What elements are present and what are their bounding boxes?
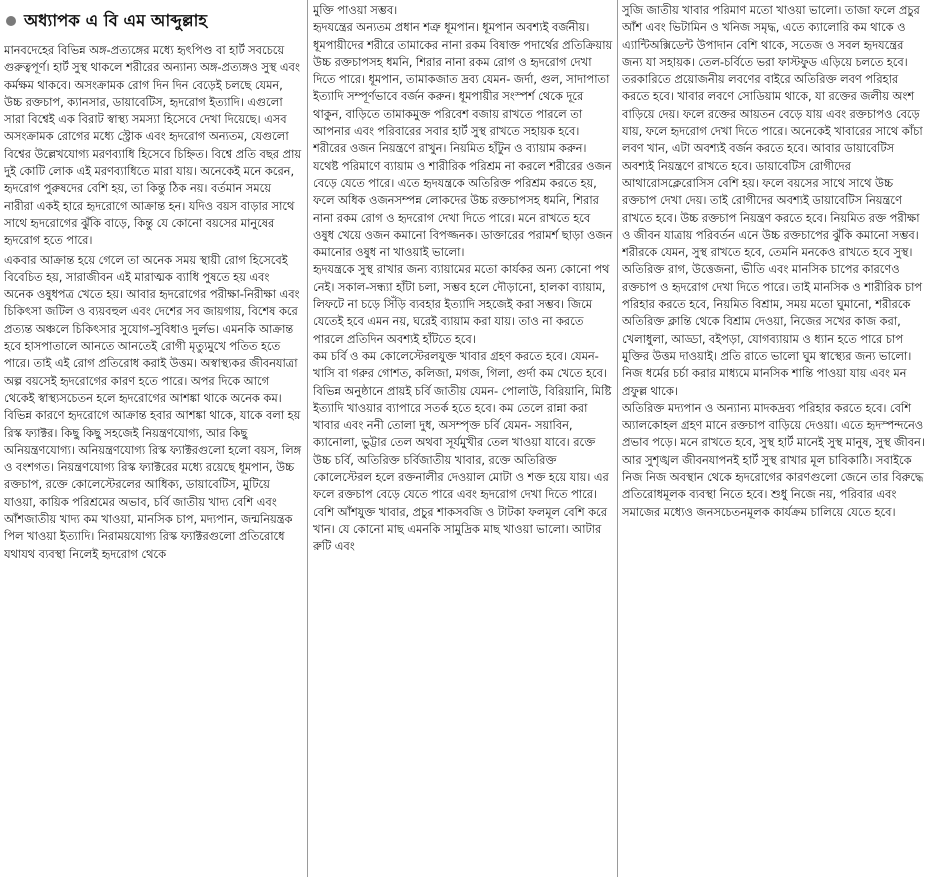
paragraph: সুজি জাতীয় খাবার পরিমাণ মতো খাওয়া ভালো। তাজা ফলে প্রচুর আঁশ এবং ভিটামিন ও খনিজ সমৃদ্ধ, এতে ক্যালোরি কম থাকে ও এ্যান্টিঅক্সিডেন্ট উপাদান বেশি থাকে, সতেজ ও সবল হৃদযন্ত্রের জন্য যা সহায়ক। তেল-চর্বিতে ভরা ফাস্টফুড এড়িয়ে চলতে হবে। [622, 3, 920, 69]
bullet-icon [6, 16, 16, 26]
column-divider [307, 0, 308, 877]
paragraph: তরকারিতে প্রয়োজনীয় লবণের বাইরে অতিরিক্ত লবণ পরিহার করতে হবে। খাবার লবণে সোডিয়াম থাকে, যা রক্তের জলীয় অংশ বাড়িয়ে দেয়। ফলে রক্তের আয়তন বেড়ে যায় এবং রক্তচাপও বেড়ে যায়, ফলে হৃদরোগ দেখা দিতে পারে। অনেকেই খাবারের সাথে কাঁচা লবণ খান, এটা অবশ্যই বর্জন করতে হবে। আবার ডায়াবেটিস অবশ্যই নিয়ন্ত্রণে রাখতে হবে। ডায়াবেটিস রোগীদের আথারোসক্লেরোসিস বেশি হয়। ফলে বয়সের সাথে সাথে উচ্চ রক্তচাপ দেখা দেয়। তাই রোগীদের অবশ্যই ডায়াবেটিস নিয়ন্ত্রণে রাখতে হবে। উচ্চ রক্তচাপ নিয়ন্ত্রণ করতে হবে। নিয়মিত রক্ত পরীক্ষা ও জীবন যাত্রায় পরিবর্তন এনে উচ্চ রক্তচাপের ঝুঁকি কমানো সম্ভব। [622, 72, 923, 242]
paragraph: হৃদযন্ত্রের অন্যতম প্রধান শত্রু ধূমপান। ধূমপান অবশ্যই বর্জনীয়। ধূমপায়ীদের শরীরে তামাকের নানা রকম বিষাক্ত পদার্থের প্রতিক্রিয়ায় উচ্চ রক্তচাপসহ ধমনি, শিরার নানা রকম রোগ ও হৃদরোগ দেখা দিতে পারে। ধূমপান, তামাকজাত দ্রব্য যেমন- জর্দা, গুল, সাদাপাতা ইত্যাদি সম্পূর্ণভাবে বর্জন করুন। ধূমপায়ীর সংস্পর্শ থেকে দূরে থাকুন, বাড়িতে তামাকমুক্ত পরিবেশ বজায় রাখতে পারলে তা আপনার এবং পরিবারের সবার হার্ট সুস্থ রাখতে সহায়ক হবে। শরীরের ওজন নিয়ন্ত্রণে রাখুন। নিয়মিত হাঁটুন ও ব্যায়াম করুন। যথেষ্ট পরিমাণে ব্যায়াম ও শারীরিক পরিশ্রম না করলে শরীরের ওজন বেড়ে যেতে পারে। এতে হৃদযন্ত্রকে অতিরিক্ত পরিশ্রম করতে হয়, ফলে অধিক ওজনসম্পন্ন লোকদের উচ্চ রক্তচাপসহ ধমনি, শিরার নানা রকম রোগ ও হৃদরোগ দেখা দিতে পারে। মনে রাখতে হবে ওষুধ খেয়ে ওজন কমানো বিপজ্জনক। ডাক্তারের পরামর্শ ছাড়া ওজন কমানোর ওষুধ না খাওয়াই ভালো। [313, 20, 613, 260]
column-divider [617, 0, 618, 877]
byline [6, 6, 302, 36]
column-2 [313, 0, 613, 877]
paragraph: অতিরিক্ত মদ্যপান ও অন্যান্য মাদকদ্রব্য পরিহার করতে হবে। বেশি অ্যালকোহল গ্রহণ মানে রক্তচাপ বাড়িয়ে দেওয়া। এতে হৃদস্পন্দনেও প্রভাব পড়ে। মনে রাখতে হবে, সুস্থ হার্ট মানেই সুস্থ মানুষ, সুস্থ জীবন। আর সুশৃঙ্খল জীবনযাপনই হার্ট সুস্থ রাখার মূল চাবিকাঠি। সবাইকে নিজ নিজ অবস্থান থেকে হৃদরোগের কারণগুলো জেনে তার বিরুদ্ধে প্রতিরোধমূলক ব্যবস্থা নিতে হবে। শুধু নিজে নয়, পরিবার এবং সমাজের মধ্যেও জনসচেতনমূলক কার্যক্রম চালিয়ে যেতে হবে। [622, 400, 925, 519]
paragraph: কম চর্বি ও কম কোলেস্টেরলযুক্ত খাবার গ্রহণ করতে হবে। যেমন- খাসি বা গরুর গোশত, কলিজা, মগজ, গিলা, গুর্দা কম খেতে হবে। বিভিন্ন অনুষ্ঠানে প্রায়ই চর্বি জাতীয় যেমন- পোলাউ, বিরিয়ানি, মিষ্টি ইত্যাদি খাওয়ার ব্যাপারে সতর্ক হতে হবে। কম তেলে রান্না করা খাবার এবং ননী তোলা দুধ, অসম্পৃক্ত চর্বি যেমন- সয়াবিন, ক্যানোলা, ভুট্টার তেল অথবা সূর্যমুখীর তেল খাওয়া যাবে। রক্তে উচ্চ চর্বি, অতিরিক্ত চর্বিজাতীয় খাবার, রক্তে অতিরিক্ত কোলেস্টেরল হলে রক্তনালীর দেওয়াল মোটা ও শক্ত হয়ে যায়। এর ফলে রক্তচাপ বেড়ে যেতে পারে এবং হৃদরোগ দেখা দিতে পারে। [313, 348, 612, 502]
author-name: অধ্যাপক এ বি এম আব্দুল্লাহ [24, 10, 208, 30]
paragraph: মুক্তি পাওয়া সম্ভব। [313, 3, 398, 17]
paragraph: শরীরকে যেমন, সুস্থ রাখতে হবে, তেমনি মনকেও রাখতে হবে সুস্থ। অতিরিক্ত রাগ, উত্তেজনা, ভীতি এবং মানসিক চাপের কারণেও রক্তচাপ ও হৃদরোগ দেখা দিতে পারে। তাই মানসিক ও শারীরিক চাপ পরিহার করতে হবে, নিয়মিত বিশ্রাম, সময় মতো ঘুমানো, শরীরকে অতিরিক্ত ক্লান্তি থেকে বিশ্রাম দেওয়া, নিজের সখের কাজ করা, খেলাধুলা, আড্ডা, বইপড়া, যোগব্যায়াম ও ধ্যান হতে পারে চাপ মুক্তির উত্তম দাওয়াই। প্রতি রাতে ভালো ঘুম স্বাস্থ্যের জন্য ভালো। নিজ ধর্মের চর্চা করার মাধ্যমে মানসিক শান্তি পাওয়া যায় এবং মন প্রফুল্ল থাকে। [622, 245, 923, 398]
paragraph: বেশি আঁশযুক্ত খাবার, প্রচুর শাকসবজি ও টাটকা ফলমূল বেশি করে খান। যে কোনো মাছ এমনকি সামুদ্রিক মাছ খাওয়া ভালো। আটার রুটি এবং [313, 504, 607, 554]
paragraph: মানবদেহের বিভিন্ন অঙ্গ-প্রত্যঙ্গের মধ্যে হৃৎপিণ্ড বা হার্ট সবচেয়ে গুরুত্বপূর্ণ। হার্ট সুস্থ থাকলে শরীরের অন্যান্য অঙ্গ-প্রত্যঙ্গও সুস্থ এবং কর্মক্ষম থাকবে। অসংক্রামক রোগ দিন দিন বেড়েই চলছে যেমন, উচ্চ রক্তচাপ, ক্যানসার, ডায়াবেটিস, হৃদরোগ ইত্যাদি। এগুলো সারা বিশ্বেই এক বিরাট স্বাস্থ্য সমস্যা হিসেবে দেখা দিয়েছে। এসব অসংক্রামক রোগের মধ্যে স্ট্রোক এবং হৃদরোগ অন্যতম, যেগুলো বিশ্বের উল্লেখযোগ্য মরণব্যাধি হিসেবে চিহ্নিত। বিশ্বে প্রতি বছর প্রায় দুই কোটি লোক এই মরণব্যাধিতে মারা যায়। অনেকেই মনে করেন, হৃদরোগ পুরুষদের বেশি হয়, তা কিন্তু ঠিক নয়। বর্তমান সময়ে নারীরা একই হারে হৃদরোগে আক্রান্ত হন। যদিও বয়স বাড়ার সাথে সাথে হৃদরোগের ঝুঁকি বাড়ে, কিন্তু যে কোনো বয়সের মানুষের হৃদরোগ হতে পারে। [4, 43, 301, 248]
paragraph: হৃদযন্ত্রকে সুস্থ রাখার জন্য ব্যায়ামের মতো কার্যকর অন্য কোনো পথ নেই। সকাল-সন্ধ্যা হাঁটা চলা, সম্ভব হলে দৌড়ানো, হালকা ব্যায়াম, লিফটে না চড়ে সিঁড়ি ব্যবহার ইত্যাদি সহজেই করা সম্ভব। জিমে যেতেই হবে এমন নয়, ঘরেই ব্যায়াম করা যায়। তাও না করতে পারলে প্রতিদিন অবশ্যই হাঁটতে হবে। [313, 262, 610, 346]
column-3 [622, 0, 927, 877]
column-1 [4, 0, 302, 877]
paragraph: একবার আক্রান্ত হয়ে গেলে তা অনেক সময় স্থায়ী রোগ হিসেবেই বিবেচিত হয়, সারাজীবন এই মারাত্মক ব্যাধি পুষতে হয় এবং অনেক ওষুধপত্র খেতে হয়। আবার হৃদরোগের পরীক্ষা-নিরীক্ষা এবং চিকিৎসা জটিল ও ব্যয়বহুল এবং দেশের সব জায়গায়, বিশেষ করে প্রত্যন্ত অঞ্চলে চিকিৎসার সুযোগ-সুবিধাও দুর্লভ। এমনকি আক্রান্ত হবে হাসপাতালে আনতে আনতেই রোগী মৃত্যুমুখে পতিত হতে পারে। তাই এই রোগ প্রতিরোধ করাই উত্তম। অস্বাস্থ্যকর জীবনযাত্রা অল্প বয়সেই হৃদরোগের কারণ হতে পারে। অপর দিকে আগে থেকেই স্বাস্থ্যসচেতন হলে হৃদরোগের আশঙ্কা থাকে অনেক কম। বিভিন্ন কারণে হৃদরোগে আক্রান্ত হবার আশঙ্কা থাকে, যাকে বলা হয় রিস্ক ফ্যাক্টর। কিছু কিছু সহজেই নিয়ন্ত্রণযোগ্য, আর কিছু অনিয়ন্ত্রণযোগ্য। অনিয়ন্ত্রণযোগ্য রিস্ক ফ্যাক্টরগুলো হলো বয়স, লিঙ্গ ও বংশগত। নিয়ন্ত্রণযোগ্য রিস্ক ফ্যাক্টরের মধ্যে রয়েছে ধূমপান, উচ্চ রক্তচাপ, রক্তে কোলেস্টেরলের আধিক্য, ডায়াবেটিস, মুটিয়ে যাওয়া, কায়িক পরিশ্রমের অভাব, চর্বি জাতীয় খাদ্য বেশি এবং আঁশজাতীয় খাদ্য কম খাওয়া, মানসিক চাপ, মদ্যপান, জন্মনিয়ন্ত্রক পিল খাওয়া ইত্যাদি। নিরাময়যোগ্য রিস্ক ফ্যাক্টরগুলো প্রতিরোধে যথাযথ ব্যবস্থা নিলেই হৃদরোগ থেকে [4, 252, 302, 561]
